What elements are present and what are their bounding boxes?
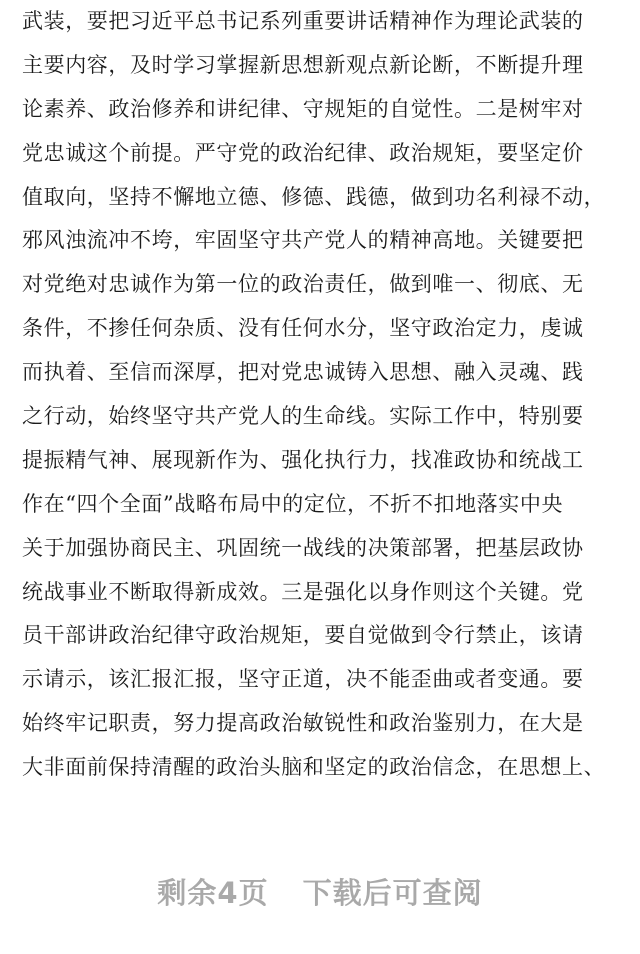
text-line: 对党绝对忠诚作为第一位的政治责任，做到唯一、彻底、无 <box>22 272 584 297</box>
download-banner[interactable] <box>0 868 640 918</box>
text-line: 条件，不掺任何杂质、没有任何水分，坚守政治定力，虔诚 <box>22 316 584 341</box>
body-text <box>22 0 622 790</box>
text-line: 作在“四个全面”战略布局中的定位，不折不扣地落实中央 <box>22 491 564 516</box>
text-line: 示请示，该汇报汇报，坚守正道，决不能歪曲或者变通。要 <box>22 667 584 692</box>
text-line: 统战事业不断取得新成效。三是强化以身作则这个关键。党 <box>22 579 584 604</box>
text-line: 邪风浊流冲不垮，牢固坚守共产党人的精神高地。关键要把 <box>22 228 584 253</box>
text-line: 值取向，坚持不懈地立德、修德、践德，做到功名利禄不动， <box>22 184 606 209</box>
text-line: 之行动，始终坚守共产党人的生命线。实际工作中，特别要 <box>22 404 584 429</box>
text-line: 大非面前保持清醒的政治头脑和坚定的政治信念，在思想上、 <box>22 755 606 780</box>
remaining-pages-label: 剩余4页 <box>157 876 269 910</box>
text-line: 员干部讲政治纪律守政治规矩，要自觉做到令行禁止，该请 <box>22 623 584 648</box>
text-line: 关于加强协商民主、巩固统一战线的决策部署，把基层政协 <box>22 535 584 560</box>
text-line: 提振精气神、展现新作为、强化执行力，找准政协和统战工 <box>22 447 584 472</box>
text-line: 而执着、至信而深厚，把对党忠诚铸入思想、融入灵魂、践 <box>22 360 584 385</box>
text-line: 武装，要把习近平总书记系列重要讲话精神作为理论武装的 <box>22 9 584 33</box>
download-prompt-label: 下载后可查阅 <box>302 876 483 910</box>
text-line: 党忠诚这个前提。严守党的政治纪律、政治规矩，要坚定价 <box>22 140 584 165</box>
text-line: 论素养、政治修养和讲纪律、守规矩的自觉性。二是树牢对 <box>22 96 584 121</box>
text-line: 始终牢记职责，努力提高政治敏锐性和政治鉴别力，在大是 <box>22 711 584 736</box>
text-line: 主要内容，及时学习掌握新思想新观点新论断，不断提升理 <box>22 52 584 77</box>
